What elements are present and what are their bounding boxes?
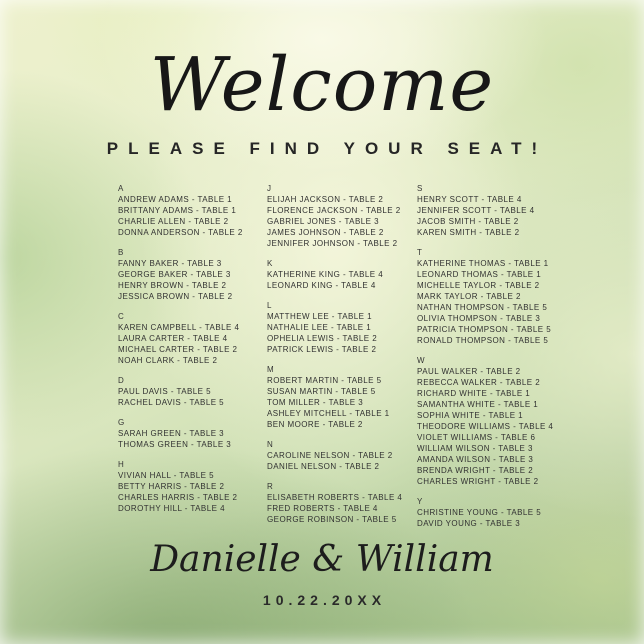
guest-entry: CHARLES WRIGHT - TABLE 2 — [417, 477, 539, 486]
guest-entry: CAROLINE NELSON - TABLE 2 — [267, 451, 393, 460]
letter-section-C — [118, 311, 266, 366]
section-letter: J — [267, 184, 272, 193]
letter-section-A — [118, 183, 266, 238]
letter-section-K — [267, 258, 415, 291]
letter-section-W — [417, 355, 565, 487]
guest-entry: MATTHEW LEE - TABLE 1 — [267, 312, 373, 321]
guest-entry: RACHEL DAVIS - TABLE 5 — [118, 398, 225, 407]
letter-section-H — [118, 459, 266, 514]
guest-entry: PAUL WALKER - TABLE 2 — [417, 367, 521, 376]
section-letter: M — [267, 365, 275, 374]
letter-section-S — [417, 183, 565, 238]
guest-entry: NATHAN THOMPSON - TABLE 5 — [417, 303, 548, 312]
guest-entry: JACOB SMITH - TABLE 2 — [417, 217, 519, 226]
guest-entry: DANIEL NELSON - TABLE 2 — [267, 462, 380, 471]
guest-entry: OLIVIA THOMPSON - TABLE 3 — [417, 314, 541, 323]
guest-entry: SAMANTHA WHITE - TABLE 1 — [417, 400, 539, 409]
section-letter: C — [118, 312, 125, 321]
guest-entry: ANDREW ADAMS - TABLE 1 — [118, 195, 233, 204]
section-letter: K — [267, 259, 273, 268]
letter-section-R — [267, 481, 415, 525]
guest-entry: ELISABETH ROBERTS - TABLE 4 — [267, 493, 403, 502]
section-letter: Y — [417, 497, 423, 506]
guest-entry: GABRIEL JONES - TABLE 3 — [267, 217, 380, 226]
guest-entry: GEORGE BAKER - TABLE 3 — [118, 270, 231, 279]
letter-section-B — [118, 247, 266, 302]
guest-entry: JENNIFER SCOTT - TABLE 4 — [417, 206, 535, 215]
guest-entry: JESSICA BROWN - TABLE 2 — [118, 292, 233, 301]
guest-entry: KAREN CAMPBELL - TABLE 4 — [118, 323, 240, 332]
guest-entry: HENRY SCOTT - TABLE 4 — [417, 195, 522, 204]
guest-entry: NOAH CLARK - TABLE 2 — [118, 356, 218, 365]
section-letter: A — [118, 184, 124, 193]
guest-column-2 — [267, 183, 415, 534]
guest-entry: VIOLET WILLIAMS - TABLE 6 — [417, 433, 536, 442]
section-letter: R — [267, 482, 274, 491]
section-letter: T — [417, 248, 423, 257]
guest-entry: JAMES JOHNSON - TABLE 2 — [267, 228, 384, 237]
guest-entry: SOPHIA WHITE - TABLE 1 — [417, 411, 524, 420]
guest-entry: VIVIAN HALL - TABLE 5 — [118, 471, 215, 480]
guest-entry: SUSAN MARTIN - TABLE 5 — [267, 387, 376, 396]
letter-section-L — [267, 300, 415, 355]
section-letter: H — [118, 460, 125, 469]
couple-names: Danielle & William — [150, 539, 494, 580]
guest-entry: KATHERINE THOMAS - TABLE 1 — [417, 259, 549, 268]
find-your-seat-subtitle: PLEASE FIND YOUR SEAT! — [106, 139, 548, 158]
guest-entry: PATRICK LEWIS - TABLE 2 — [267, 345, 377, 354]
guest-entry: SARAH GREEN - TABLE 3 — [118, 429, 225, 438]
guest-entry: DAVID YOUNG - TABLE 3 — [417, 519, 521, 528]
letter-section-T — [417, 247, 565, 346]
wedding-date: 10.22.20XX — [262, 592, 387, 608]
guest-entry: THEODORE WILLIAMS - TABLE 4 — [417, 422, 554, 431]
guest-entry: AMANDA WILSON - TABLE 3 — [417, 455, 534, 464]
section-letter: G — [118, 418, 125, 427]
guest-entry: CHARLES HARRIS - TABLE 2 — [118, 493, 238, 502]
guest-column-1 — [118, 183, 266, 523]
guest-entry: ROBERT MARTIN - TABLE 5 — [267, 376, 382, 385]
guest-entry: REBECCA WALKER - TABLE 2 — [417, 378, 541, 387]
section-letter: N — [267, 440, 274, 449]
guest-entry: CHARLIE ALLEN - TABLE 2 — [118, 217, 229, 226]
guest-entry: WILLIAM WILSON - TABLE 3 — [417, 444, 533, 453]
guest-entry: PAUL DAVIS - TABLE 5 — [118, 387, 212, 396]
guest-entry: CHRISTINE YOUNG - TABLE 5 — [417, 508, 542, 517]
guest-entry: DONNA ANDERSON - TABLE 2 — [118, 228, 243, 237]
guest-entry: LEONARD THOMAS - TABLE 1 — [417, 270, 542, 279]
section-letter: S — [417, 184, 423, 193]
guest-entry: GEORGE ROBINSON - TABLE 5 — [267, 515, 397, 524]
letter-section-M — [267, 364, 415, 430]
guest-entry: LEONARD KING - TABLE 4 — [267, 281, 376, 290]
guest-entry: MICHAEL CARTER - TABLE 2 — [118, 345, 238, 354]
section-letter: B — [118, 248, 124, 257]
guest-entry: HENRY BROWN - TABLE 2 — [118, 281, 227, 290]
guest-entry: NATHALIE LEE - TABLE 1 — [267, 323, 372, 332]
guest-entry: LAURA CARTER - TABLE 4 — [118, 334, 228, 343]
guest-entry: KAREN SMITH - TABLE 2 — [417, 228, 520, 237]
section-letter: L — [267, 301, 272, 310]
guest-entry: DOROTHY HILL - TABLE 4 — [118, 504, 225, 513]
guest-entry: TOM MILLER - TABLE 3 — [267, 398, 364, 407]
section-letter: D — [118, 376, 125, 385]
letter-section-N — [267, 439, 415, 472]
guest-entry: FLORENCE JACKSON - TABLE 2 — [267, 206, 401, 215]
letter-section-Y — [417, 496, 565, 529]
guest-entry: OPHELIA LEWIS - TABLE 2 — [267, 334, 378, 343]
guest-entry: FRED ROBERTS - TABLE 4 — [267, 504, 378, 513]
guest-entry: BEN MOORE - TABLE 2 — [267, 420, 363, 429]
guest-entry: THOMAS GREEN - TABLE 3 — [118, 440, 232, 449]
guest-entry: JENNIFER JOHNSON - TABLE 2 — [267, 239, 398, 248]
guest-entry: ASHLEY MITCHELL - TABLE 1 — [267, 409, 390, 418]
section-letter: W — [417, 356, 426, 365]
guest-entry: KATHERINE KING - TABLE 4 — [267, 270, 384, 279]
guest-entry: MARK TAYLOR - TABLE 2 — [417, 292, 521, 301]
guest-entry: PATRICIA THOMPSON - TABLE 5 — [417, 325, 552, 334]
letter-section-D — [118, 375, 266, 408]
guest-entry: MICHELLE TAYLOR - TABLE 2 — [417, 281, 540, 290]
guest-column-3 — [417, 183, 565, 538]
letter-section-J — [267, 183, 415, 249]
guest-entry: RICHARD WHITE - TABLE 1 — [417, 389, 531, 398]
guest-list-columns — [0, 183, 644, 535]
guest-entry: BETTY HARRIS - TABLE 2 — [118, 482, 225, 491]
letter-section-G — [118, 417, 266, 450]
guest-entry: BRITTANY ADAMS - TABLE 1 — [118, 206, 237, 215]
guest-entry: BRENDA WRIGHT - TABLE 2 — [417, 466, 534, 475]
welcome-title: Welcome — [149, 42, 495, 128]
guest-entry: FANNY BAKER - TABLE 3 — [118, 259, 222, 268]
guest-entry: RONALD THOMPSON - TABLE 5 — [417, 336, 549, 345]
guest-entry: ELIJAH JACKSON - TABLE 2 — [267, 195, 384, 204]
